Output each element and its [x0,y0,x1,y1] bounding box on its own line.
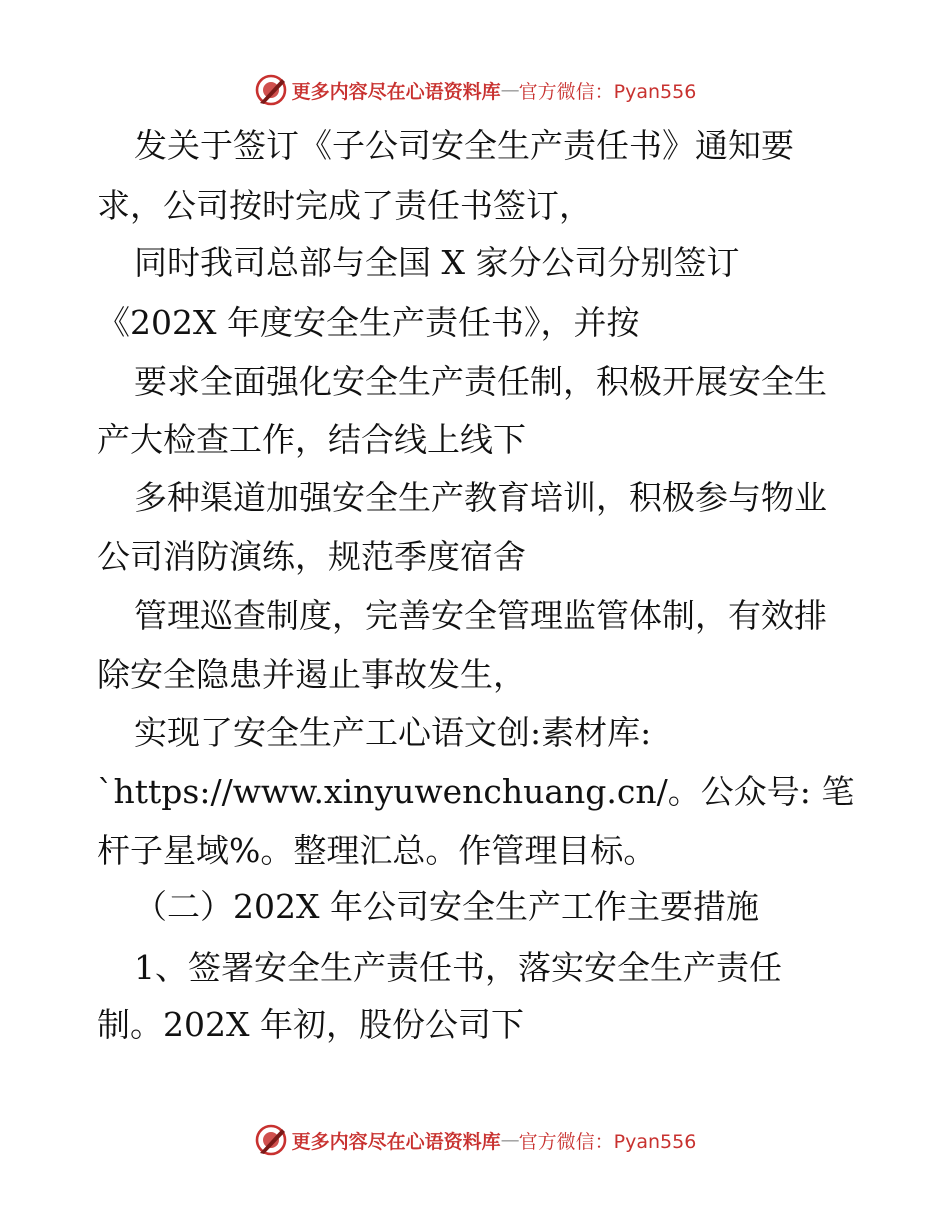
text-line: 1、签署安全生产责任书，落实安全生产责任 [134,948,782,987]
text-line: 发关于签订《子公司安全生产责任书》通知要 [134,126,794,165]
text-line: 同时我司总部与全国 X 家分公司分别签订 [134,243,740,282]
header-banner [0,70,950,110]
banner-wechat-info: 官方微信：Pyan556 [518,1130,697,1153]
banner-main-text: 更多内容尽在心语资料库 [291,80,501,103]
text-line: 《202X 年度安全生产责任书》，并按 [97,303,640,342]
text-line: 要求全面强化安全生产责任制，积极开展安全生 [134,362,827,401]
text-line: 产大检查工作，结合线上线下 [97,420,526,459]
text-line: 管理巡查制度，完善安全管理监管体制，有效排 [134,596,827,635]
text-line: 公司消防演练，规范季度宿舍 [97,537,526,576]
text-line: 制。202X 年初，股份公司下 [97,1005,524,1044]
text-line: 实现了安全生产工心语文创:素材库: [134,713,652,752]
text-line: 杆子星域%。整理汇总。作管理目标。 [97,831,657,870]
banner-dash: — [500,1129,519,1151]
section-heading: （二）202X 年公司安全生产工作主要措施 [134,887,759,926]
banner-wechat-info: 官方微信：Pyan556 [518,80,697,103]
text-line: 求，公司按时完成了责任书签订， [97,186,592,225]
banner-dash: — [500,79,519,101]
banner-main-text: 更多内容尽在心语资料库 [291,1130,501,1153]
text-line: 除安全隐患并遏止事故发生， [97,655,526,694]
text-line: 多种渠道加强安全生产教育培训，积极参与物业 [134,478,827,517]
footer-banner [0,1120,950,1160]
quill-logo-icon [254,1123,288,1157]
quill-logo-icon [254,73,288,107]
url-line: `https://www.xinyuwenchuang.cn/。公众号: 笔 [97,772,855,811]
